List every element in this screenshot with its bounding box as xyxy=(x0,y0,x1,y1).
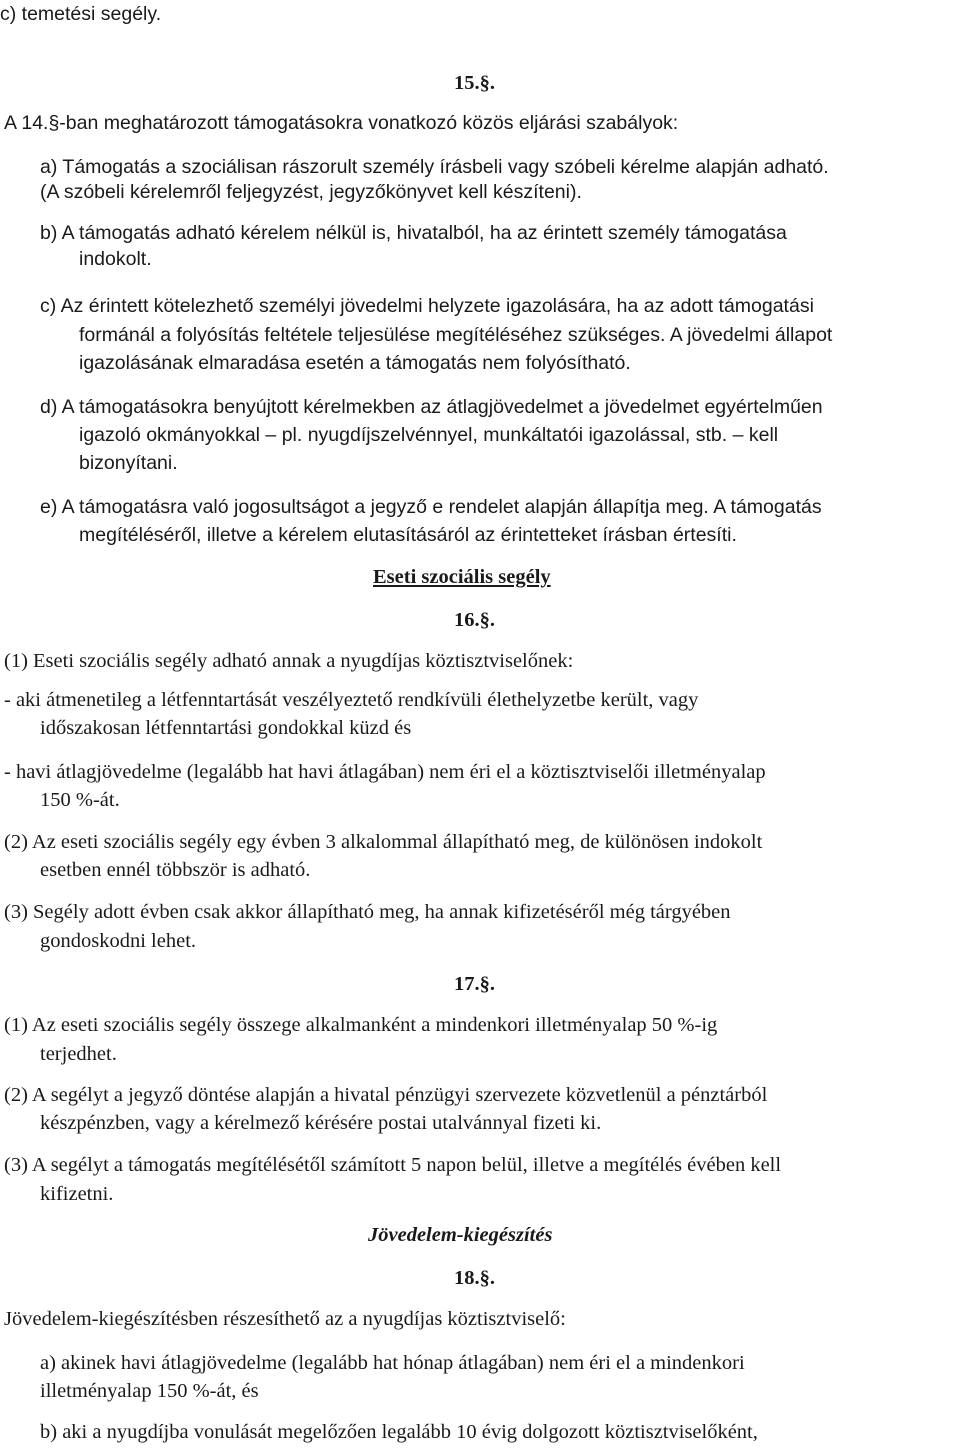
section-16-bullet-2-line1: - havi átlagjövedelme (legalább hat havi átlagában) nem éri el a köztisztviselői illetményalap xyxy=(4,761,766,783)
paragraph-a-line2: (A szóbeli kérelemről feljegyzést, jegyzőkönyvet kell készíteni). xyxy=(40,181,582,203)
section-15-intro: A 14.§-ban meghatározott támogatásokra vonatkozó közös eljárási szabályok: xyxy=(4,112,679,134)
paragraph-e-line1: e) A támogatásra való jogosultságot a jegyző e rendelet alapján állapítja meg. A támogatás xyxy=(40,496,822,518)
section-16-bullet-1-line2: időszakosan létfenntartási gondokkal küzd és xyxy=(40,717,412,739)
heading-eseti-szocialis-segely: Eseti szociális segély xyxy=(373,566,551,588)
paragraph-c-line1: c) Az érintett kötelezhető személyi jövedelmi helyzete igazolására, ha az adott támogatási xyxy=(40,295,814,317)
section-number-15: 15.§. xyxy=(454,72,495,94)
paragraph-d-line1: d) A támogatásokra benyújtott kérelmekben az átlagjövedelmet a jövedelmet egyértelműen xyxy=(40,396,823,418)
section-17-paragraph-1-line2: terjedhet. xyxy=(40,1043,117,1065)
paragraph-b-line1: b) A támogatás adható kérelem nélkül is, hivatalból, ha az érintett személy támogatása xyxy=(40,222,787,244)
paragraph-a-line1: a) Támogatás a szociálisan rászorult személy írásbeli vagy szóbeli kérelme alapján adható. xyxy=(40,156,829,178)
section-17-paragraph-3-line1: (3) A segélyt a támogatás megítélésétől számított 5 napon belül, illetve a megítélés évében kell xyxy=(4,1154,782,1176)
paragraph-c-line2: formánál a folyósítás feltétele teljesülése megítéléséhez szükséges. A jövedelmi állapot xyxy=(79,324,833,346)
section-17-paragraph-1-line1: (1) Az eseti szociális segély összege alkalmanként a mindenkori illetményalap 50 %-ig xyxy=(4,1014,718,1036)
section-17-paragraph-3-line2: kifizetni. xyxy=(40,1183,114,1205)
section-16-bullet-1-line1: - aki átmenetileg a létfenntartását veszélyeztető rendkívüli élethelyzetbe került, vagy xyxy=(4,689,699,711)
section-18-item-a-line1: a) akinek havi átlagjövedelme (legalább hat hónap átlagában) nem éri el a mindenkori xyxy=(40,1352,745,1374)
section-18-item-a-line2: illetményalap 150 %-át, és xyxy=(40,1380,259,1402)
paragraph-d-line3: bizonyítani. xyxy=(79,452,178,474)
section-17-paragraph-2-line2: készpénzben, vagy a kérelmező kérésére postai utalvánnyal fizeti ki. xyxy=(40,1112,602,1134)
section-number-17: 17.§. xyxy=(454,973,495,995)
section-18-item-b-line1: b) aki a nyugdíjba vonulását megelőzően legalább 10 évig dolgozott köztisztviselőként, xyxy=(40,1421,758,1443)
paragraph-b-line2: indokolt. xyxy=(79,248,152,270)
section-16-paragraph-3-line1: (3) Segély adott évben csak akkor állapítható meg, ha annak kifizetéséről még tárgyében xyxy=(4,901,731,923)
section-16-paragraph-2-line2: esetben ennél többször is adható. xyxy=(40,859,311,881)
heading-jovedelem-kiegeszites: Jövedelem-kiegészítés xyxy=(368,1224,553,1246)
section-number-18: 18.§. xyxy=(454,1267,495,1289)
paragraph-d-line2: igazoló okmányokkal – pl. nyugdíjszelvénnyel, munkáltatói igazolással, stb. – kell xyxy=(79,424,779,446)
list-item-c-funeral: c) temetési segély. xyxy=(0,3,162,25)
section-16-paragraph-1: (1) Eseti szociális segély adható annak a nyugdíjas köztisztviselőnek: xyxy=(4,650,574,672)
section-18-intro: Jövedelem-kiegészítésben részesíthető az a nyugdíjas köztisztviselő: xyxy=(4,1308,566,1330)
paragraph-c-line3: igazolásának elmaradása esetén a támogatás nem folyósítható. xyxy=(79,352,631,374)
section-16-paragraph-3-line2: gondoskodni lehet. xyxy=(40,930,197,952)
section-number-16: 16.§. xyxy=(454,609,495,631)
section-16-bullet-2-line2: 150 %-át. xyxy=(40,789,120,811)
paragraph-e-line2: megítéléséről, illetve a kérelem elutasításáról az érintetteket írásban értesíti. xyxy=(79,524,737,546)
section-16-paragraph-2-line1: (2) Az eseti szociális segély egy évben 3 alkalommal állapítható meg, de különösen indokolt xyxy=(4,831,763,853)
section-17-paragraph-2-line1: (2) A segélyt a jegyző döntése alapján a hivatal pénzügyi szervezete közvetlenül a pénztárból xyxy=(4,1084,768,1106)
